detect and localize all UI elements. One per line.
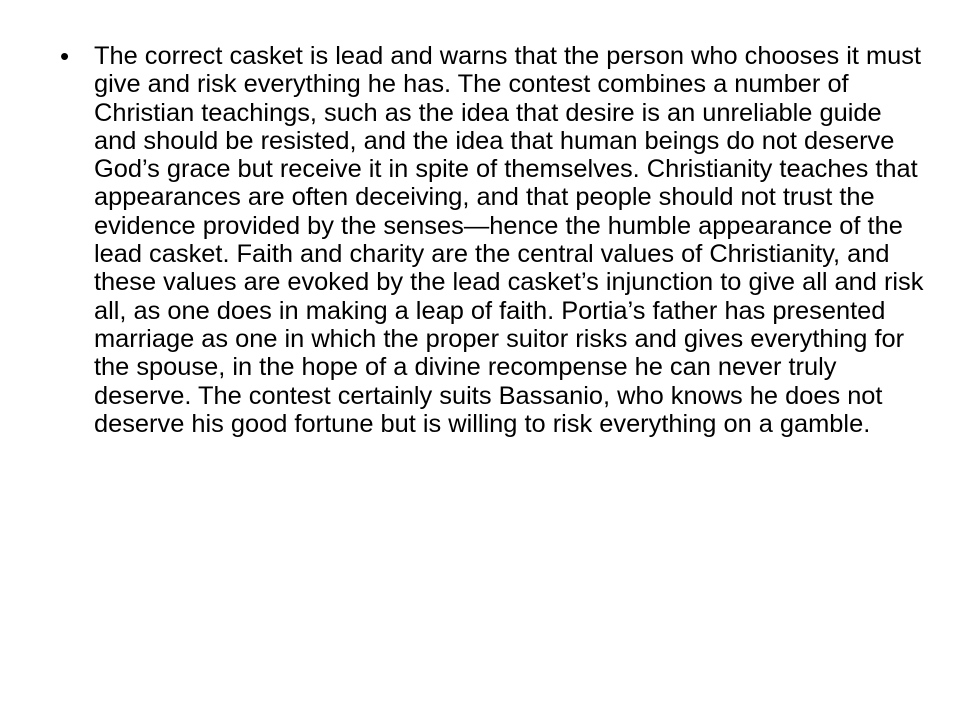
bullet-icon: •	[60, 41, 70, 71]
bullet-point	[60, 42, 930, 438]
bullet-paragraph: The correct casket is lead and warns that the person who chooses it must give and risk everything he has. The contest combines a number of Christian teachings, such as the idea that desire is an unreliable guide and should be resisted, and the idea that human beings do not deserve God’s grace but receive it in spite of themselves. Christianity teaches that appearances are often deceiving, and that people should not trust the evidence provided by the senses—hence the humble appearance of the lead casket. Faith and charity are the central values of Christianity, and these values are evoked by the lead casket’s injunction to give all and risk all, as one does in making a leap of faith. Portia’s father has presented marriage as one in which the proper suitor risks and gives everything for the spouse, in the hope of a divine recompense he can never truly deserve. The contest certainly suits Bassanio, who knows he does not deserve his good fortune but is willing to risk everything on a gamble.	[94, 42, 924, 438]
